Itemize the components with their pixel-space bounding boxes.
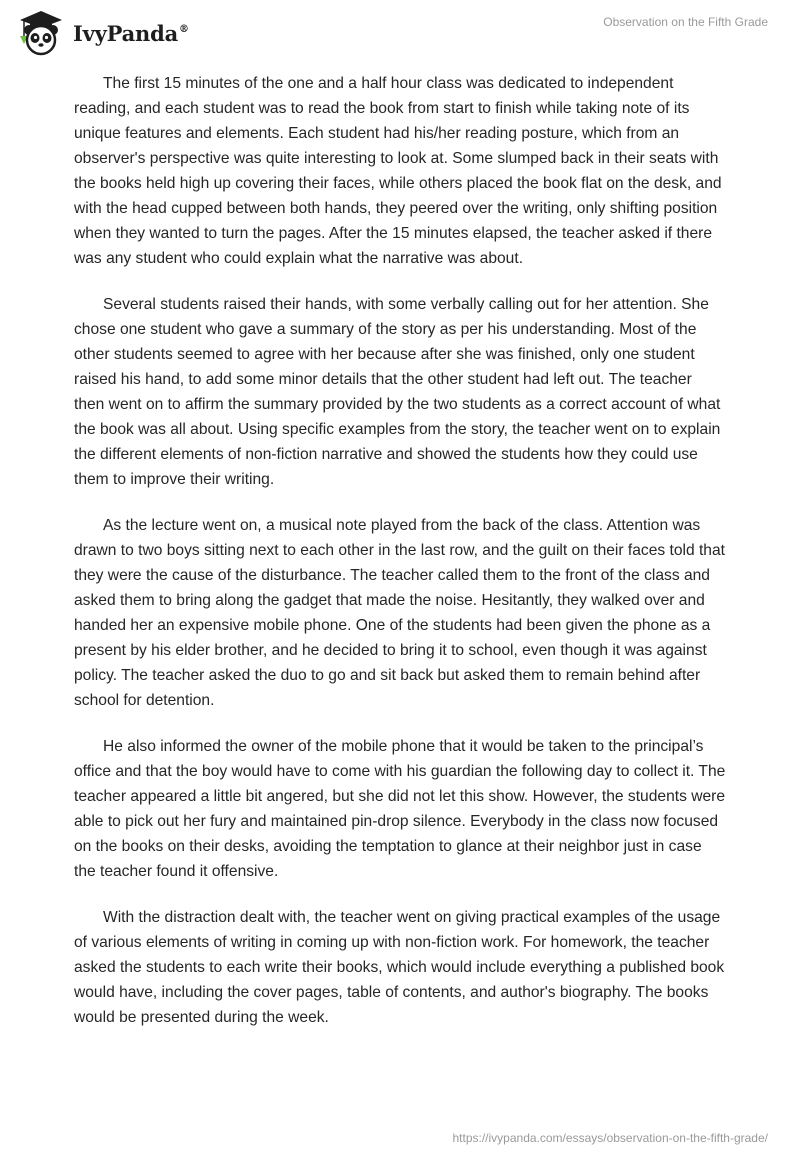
paragraph: As the lecture went on, a musical note played from the back of the class. Attention was drawn to two boys sitting next to each other in the last row, and the guilt on their faces told that they were the cause of the disturbance. The teacher called them to the front of the class and asked them to bring along the gadget that made the noise. Hesitantly, they walked over and handed her an expensive mobile phone. One of the students had been given the phone as a present by his elder brother, and he decided to bring it to school, even though it was against policy. The teacher asked the duo to go and sit back but asked them to remain behind after school for detention. — [74, 517, 725, 709]
paragraph: He also informed the owner of the mobile phone that it would be taken to the principal’s office and that the boy would have to come with his guardian the following day to collect it. The teacher appeared a little bit angered, but she did not let this show. However, the students were able to pick out her fury and maintained pin-drop silence. Everybody in the class now focused on the books on their desks, avoiding the temptation to glance at their neighbor just in case the teacher found it offensive. — [74, 738, 726, 880]
logo-wordmark: IvyPanda® — [73, 20, 189, 46]
registered-mark: ® — [179, 23, 189, 35]
source-url-link[interactable]: https://ivypanda.com/essays/observation-on-the-fifth-grade/ — [452, 1131, 768, 1145]
ivypanda-logo[interactable] — [16, 9, 189, 57]
panda-graduate-icon — [16, 9, 66, 57]
paragraph: The first 15 minutes of the one and a half hour class was dedicated to independent reading, and each student was to read the book from start to finish while taking note of its unique features and elements. Each student had his/her reading posture, which from an observer's perspective was quite interesting to look at. Some slumped back in their seats with the books held high up covering their faces, while others placed the book flat on the desk, and with the head cupped between both hands, they peered over the writing, only shifting position when they wanted to turn the pages. After the 15 minutes elapsed, the teacher asked if there was any student who could explain what the narrative was about. — [74, 75, 722, 267]
paragraph: Several students raised their hands, with some verbally calling out for her attention. She chose one student who gave a summary of the story as per his understanding. Most of the other students seemed to agree with her because after she was finished, only one student raised his hand, to add some minor details that the other student had left out. The teacher then went on to affirm the summary provided by the two students as a correct account of what the book was all about. Using specific examples from the story, the teacher went on to explain the different elements of non-fiction narrative and showed the students how they could use them to improve their writing. — [74, 296, 721, 488]
document-title: Observation on the Fifth Grade — [603, 15, 768, 29]
essay-body — [74, 71, 726, 1051]
paragraph: With the distraction dealt with, the teacher went on giving practical examples of the usage of various elements of writing in coming up with non-fiction work. For homework, the teacher asked the students to each write their books, which would include everything a published book would have, including the cover pages, table of contents, and author's biography. The books would be presented during the week. — [74, 909, 725, 1026]
